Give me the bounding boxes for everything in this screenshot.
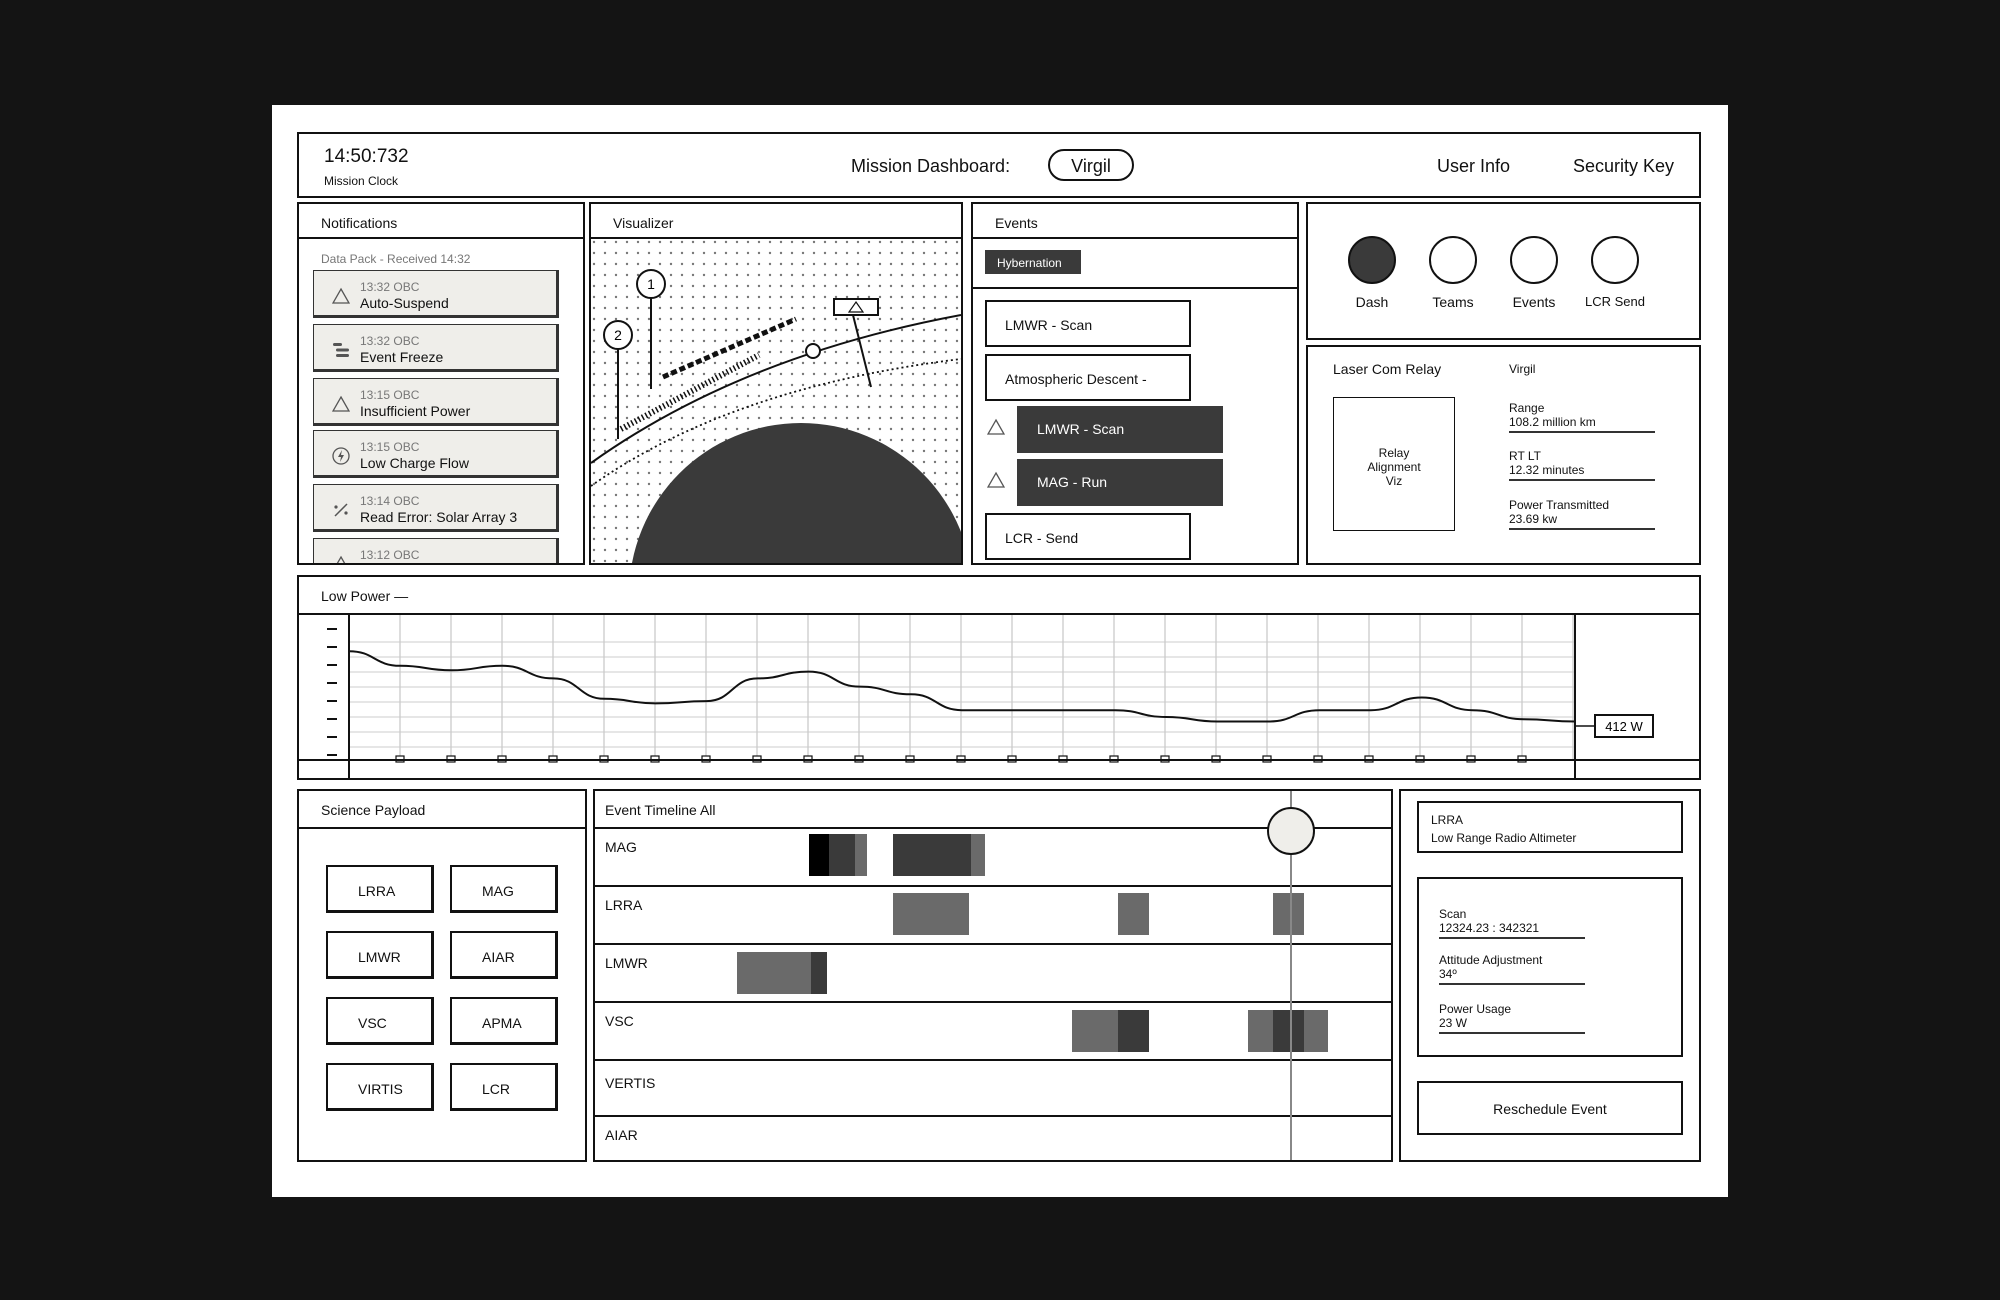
instrument-name: Low Range Radio Altimeter (1431, 831, 1577, 845)
viz-label-line: Relay (1378, 446, 1410, 460)
broken-link-icon (332, 501, 350, 519)
timeline-block[interactable] (855, 834, 867, 876)
mission-name-pill[interactable]: Virgil (1048, 149, 1134, 181)
timeline-row-label: AIAR (605, 1127, 638, 1143)
payload-lcr-button[interactable]: LCR (450, 1063, 558, 1111)
power-series-line (349, 651, 1575, 721)
timeline-block[interactable] (1072, 1010, 1118, 1052)
attitude-value: 34º (1439, 967, 1457, 981)
warning-icon (987, 418, 1005, 436)
notification-meta: 13:32 OBC (360, 280, 420, 294)
timeline-row-label: VSC (605, 1013, 634, 1029)
notification-item[interactable] (313, 270, 559, 318)
notification-item[interactable] (313, 538, 559, 565)
notification-title: Event Freeze (360, 349, 444, 365)
timeline-block[interactable] (1118, 1010, 1149, 1052)
timeline-row-vertis (595, 1061, 1391, 1117)
hybernation-tag[interactable]: Hybernation (985, 250, 1081, 274)
notification-title: Read Error: Solar Array 3 (360, 509, 518, 525)
nav-lcr-send-label: LCR Send (1585, 294, 1645, 309)
notification-item[interactable] (313, 484, 559, 532)
attitude-label: Attitude Adjustment (1439, 953, 1543, 967)
orbit-visualization[interactable] (591, 239, 961, 563)
events-tag-strip (973, 239, 1297, 289)
event-lcr-send[interactable]: LCR - Send (985, 513, 1191, 560)
instrument-readouts-box (1417, 877, 1683, 1057)
power-transmitted-value: 23.69 kw (1509, 512, 1558, 526)
warning-icon (332, 395, 350, 413)
science-payload-panel (297, 789, 587, 1162)
power-transmitted-field (1509, 498, 1655, 530)
nav-events-label: Events (1512, 294, 1556, 310)
instrument-header-box (1417, 801, 1683, 853)
notification-item[interactable] (313, 430, 559, 478)
notification-meta: 13:15 OBC (360, 440, 420, 454)
nav-events-button[interactable] (1510, 236, 1558, 284)
timeline-block[interactable] (1273, 1010, 1304, 1052)
scan-value: 12324.23 : 342321 (1439, 921, 1540, 935)
warning-icon (332, 287, 350, 305)
timeline-row-label: LMWR (605, 955, 648, 971)
marker-1-label: 1 (647, 276, 655, 292)
nav-lcr-send-button[interactable] (1591, 236, 1639, 284)
laser-com-relay-panel (1306, 345, 1701, 565)
timeline-playhead-handle[interactable] (1267, 807, 1315, 855)
power-chart[interactable] (299, 615, 1699, 778)
laser-mission: Virgil (1509, 362, 1536, 376)
notification-title: Low Charge Flow (360, 455, 469, 471)
nav-teams-label: Teams (1432, 294, 1474, 310)
event-timeline-panel (593, 789, 1393, 1162)
science-payload-title: Science Payload (299, 791, 585, 829)
low-power-title: Low Power — (299, 577, 1699, 615)
payload-lrra-button[interactable]: LRRA (326, 865, 434, 913)
notifications-title: Notifications (299, 204, 583, 239)
timeline-block[interactable] (893, 834, 971, 876)
event-detail-panel (1399, 789, 1701, 1162)
scan-field (1439, 907, 1585, 939)
timeline-row-label: VERTIS (605, 1075, 656, 1091)
security-key-link[interactable]: Security Key (1573, 156, 1675, 176)
timeline-block[interactable] (971, 834, 985, 876)
spacecraft-marker[interactable] (806, 344, 820, 358)
visualizer-title: Visualizer (591, 204, 961, 239)
mission-clock-label: Mission Clock (324, 174, 399, 188)
payload-aiar-button[interactable]: AIAR (450, 931, 558, 979)
nav-teams-button[interactable] (1429, 236, 1477, 284)
timeline-row-aiar (595, 1117, 1391, 1160)
timeline-row-lmwr (595, 945, 1391, 1003)
range-field (1509, 401, 1655, 433)
low-power-panel (297, 575, 1701, 780)
timeline-block[interactable] (1248, 1010, 1273, 1052)
timeline-block[interactable] (1304, 1010, 1328, 1052)
marker-2-label: 2 (614, 327, 622, 343)
timeline-block[interactable] (1118, 893, 1149, 935)
notification-title: Auto-Suspend (360, 295, 449, 311)
power-transmitted-label: Power Transmitted (1509, 498, 1610, 512)
event-lmwr-scan[interactable]: LMWR - Scan (985, 300, 1191, 347)
timeline-block[interactable] (829, 834, 855, 876)
timeline-block[interactable] (1273, 893, 1304, 935)
payload-virtis-button[interactable]: VIRTIS (326, 1063, 434, 1111)
stack-icon (332, 341, 350, 359)
nav-dash-button[interactable] (1348, 236, 1396, 284)
chart-y-ticks (327, 629, 337, 755)
attitude-field (1439, 953, 1585, 985)
viz-label-line: Alignment (1367, 460, 1421, 474)
payload-mag-button[interactable]: MAG (450, 865, 558, 913)
timeline-block[interactable] (737, 952, 811, 994)
lightning-icon (332, 447, 350, 465)
timeline-block[interactable] (811, 952, 827, 994)
events-title: Events (973, 204, 1297, 239)
laser-title: Laser Com Relay (1333, 361, 1442, 377)
notification-title: Insufficient Power (360, 403, 471, 419)
notification-meta: 13:15 OBC (360, 388, 420, 402)
payload-apma-button[interactable]: APMA (450, 997, 558, 1045)
events-panel (971, 202, 1299, 565)
reschedule-event-button[interactable]: Reschedule Event (1417, 1081, 1683, 1135)
timeline-block[interactable] (809, 834, 829, 876)
chart-grid (349, 615, 1575, 760)
payload-vsc-button[interactable]: VSC (326, 997, 434, 1045)
timeline-row-label: LRRA (605, 897, 643, 913)
nav-dash-label: Dash (1355, 294, 1389, 310)
laser-readouts (1509, 401, 1659, 541)
notification-meta: 13:32 OBC (360, 334, 420, 348)
relay-alignment-viz[interactable] (1333, 397, 1455, 531)
user-info-link[interactable]: User Info (1437, 156, 1511, 176)
event-atmospheric-descent[interactable]: Atmospheric Descent - (985, 354, 1191, 401)
instrument-code: LRRA (1431, 813, 1464, 827)
power-usage-label: Power Usage (1439, 1002, 1512, 1016)
payload-lmwr-button[interactable]: LMWR (326, 931, 434, 979)
range-value: 108.2 million km (1509, 415, 1596, 429)
notification-item[interactable] (313, 378, 559, 426)
mission-clock-time: 14:50:732 (324, 146, 409, 167)
notification-meta: 13:12 OBC (360, 548, 420, 562)
rtlt-value: 12.32 minutes (1509, 463, 1585, 477)
rtlt-label: RT LT (1509, 449, 1542, 463)
notification-meta: 13:14 OBC (360, 494, 420, 508)
notification-item[interactable] (313, 324, 559, 372)
viz-label-line: Viz (1385, 474, 1403, 488)
current-value-label: 412 W (1605, 719, 1643, 734)
timeline-row-label: MAG (605, 839, 637, 855)
range-label: Range (1509, 401, 1545, 415)
power-usage-field (1439, 1002, 1585, 1034)
dashboard-sheet (272, 105, 1728, 1197)
timeline-block[interactable] (893, 893, 969, 935)
warning-icon (987, 471, 1005, 489)
scan-label: Scan (1439, 907, 1467, 921)
warning-icon (332, 555, 350, 565)
event-timeline-title: Event Timeline All (595, 791, 1391, 829)
event-mag-run-active[interactable]: MAG - Run (1017, 459, 1223, 506)
timeline-row-lrra (595, 887, 1391, 945)
header-bar (297, 132, 1701, 198)
event-lmwr-scan-active[interactable]: LMWR - Scan (1017, 406, 1223, 453)
power-usage-value: 23 W (1439, 1016, 1468, 1030)
notifications-panel (297, 202, 585, 565)
rtlt-field (1509, 449, 1655, 481)
visualizer-panel (589, 202, 963, 565)
data-pack-status: Data Pack - Received 14:32 (321, 252, 471, 266)
nav-panel (1306, 202, 1701, 340)
dashboard-label: Mission Dashboard: (851, 156, 1011, 176)
timeline-row-vsc (595, 1003, 1391, 1061)
